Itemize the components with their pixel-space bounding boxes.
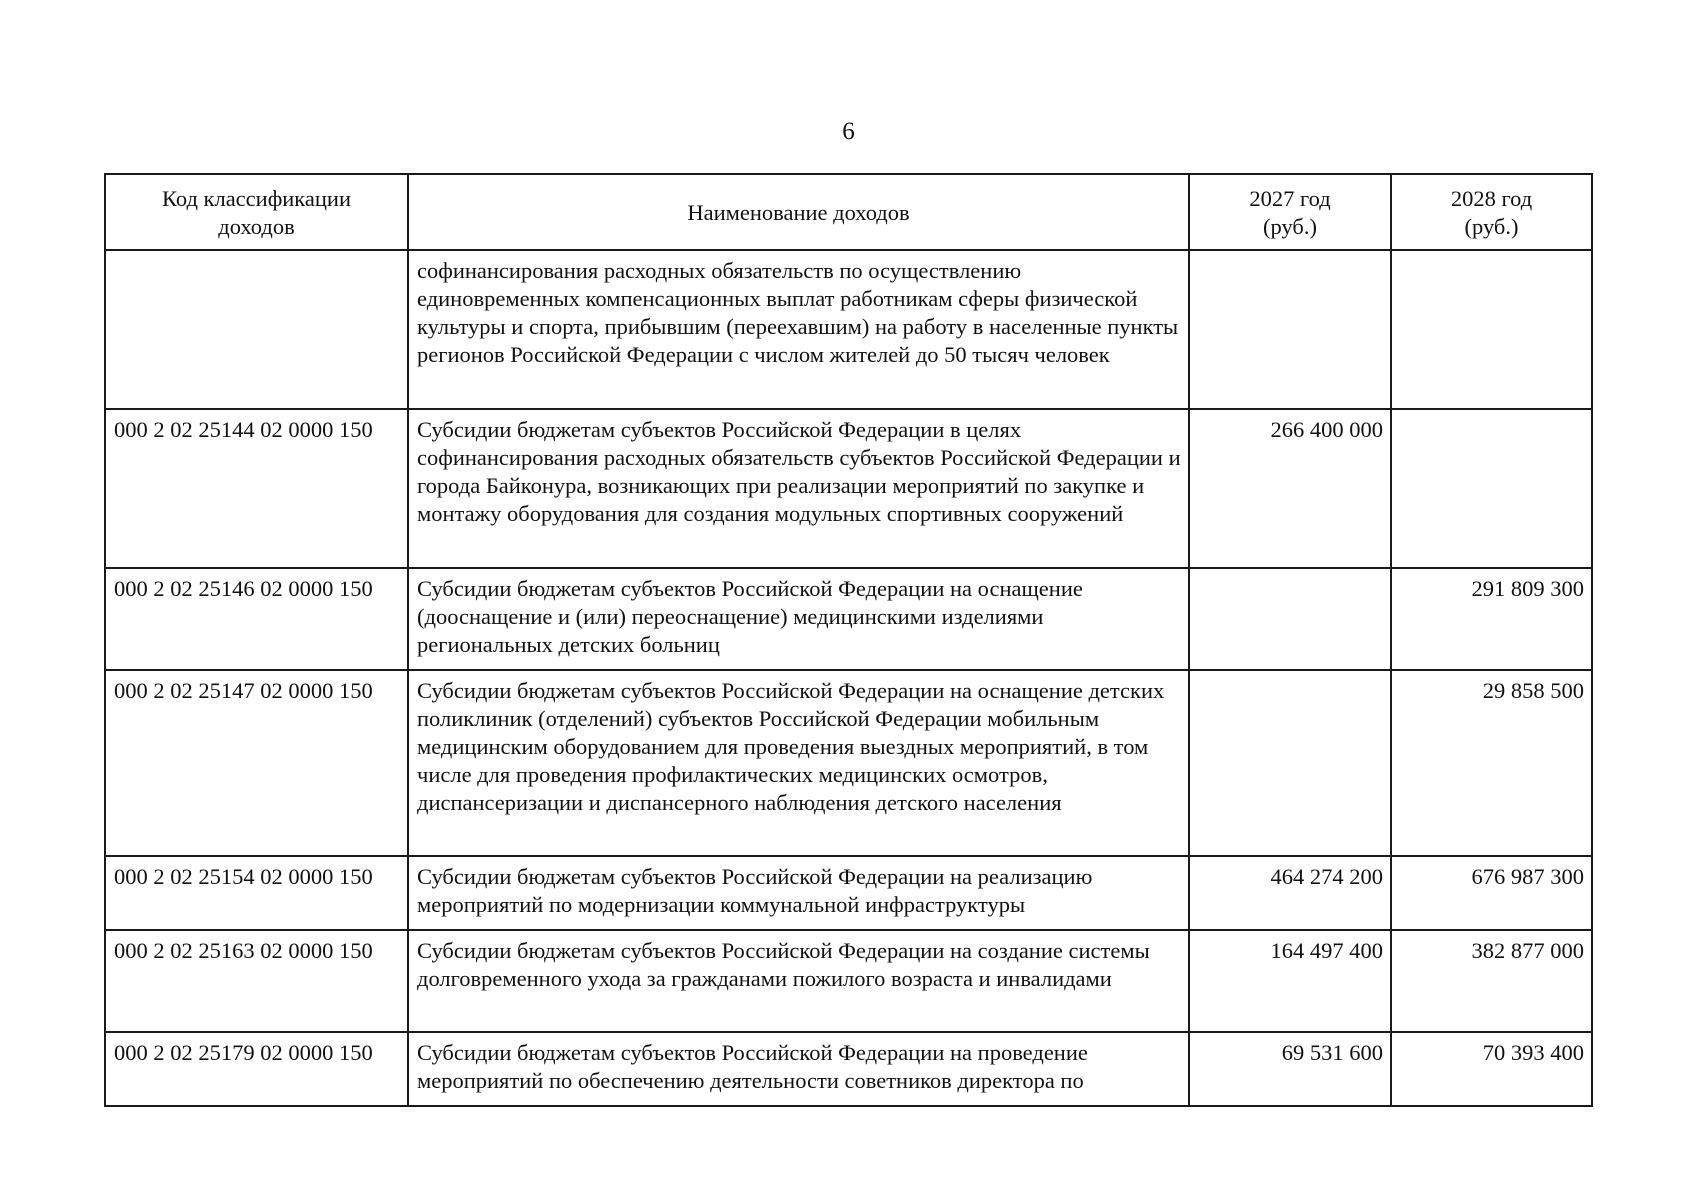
header-2027-line2: (руб.) <box>1263 214 1317 239</box>
row-name: Субсидии бюджетам субъектов Российской Федерации на оснащение (дооснащение и (или) переоснащение) медицинскими изделиями региональных детских больниц <box>408 568 1189 670</box>
table-row <box>105 409 1592 568</box>
row-amount-2027: 266 400 000 <box>1189 409 1391 568</box>
table-row <box>105 250 1592 409</box>
header-code <box>105 174 408 250</box>
row-amount-2028 <box>1391 250 1592 409</box>
row-amount-2028: 29 858 500 <box>1391 670 1592 856</box>
header-2027 <box>1189 174 1391 250</box>
row-amount-2028: 382 877 000 <box>1391 930 1592 1032</box>
row-amount-2028: 291 809 300 <box>1391 568 1592 670</box>
table-header <box>105 174 1592 250</box>
header-code-line1: Код классификации <box>161 186 352 211</box>
header-2028-line2: (руб.) <box>1464 214 1519 239</box>
revenue-table <box>104 173 1593 1107</box>
row-amount-2027 <box>1189 670 1391 856</box>
row-amount-2027 <box>1189 250 1391 409</box>
row-name: Субсидии бюджетам субъектов Российской Федерации на реализацию мероприятий по модернизации коммунальной инфраструктуры <box>408 856 1189 930</box>
header-2028 <box>1391 174 1592 250</box>
row-amount-2028: 70 393 400 <box>1391 1032 1592 1106</box>
table-row <box>105 856 1592 930</box>
row-code: 000 2 02 25146 02 0000 150 <box>105 568 408 670</box>
row-name: Субсидии бюджетам субъектов Российской Федерации на проведение мероприятий по обеспечению деятельности советников директора по <box>408 1032 1189 1106</box>
row-code <box>105 250 408 409</box>
header-row <box>105 174 1592 250</box>
header-2028-line1: 2028 год <box>1450 186 1533 211</box>
row-code: 000 2 02 25144 02 0000 150 <box>105 409 408 568</box>
row-name: Субсидии бюджетам субъектов Российской Федерации в целях софинансирования расходных обязательств субъектов Российской Федерации и города Байконура, возникающих при реализации мероприятий по закупке и монтажу оборудования для создания модульных спортивных сооружений <box>408 409 1189 568</box>
row-name: Субсидии бюджетам субъектов Российской Федерации на оснащение детских поликлиник (отделений) субъектов Российской Федерации мобильным медицинским оборудованием для проведения выездных мероприятий, в том числе для проведения профилактических медицинских осмотров, диспансеризации и диспансерного наблюдения детского населения <box>408 670 1189 856</box>
table-row <box>105 930 1592 1032</box>
table-body <box>105 250 1592 1106</box>
row-amount-2028: 676 987 300 <box>1391 856 1592 930</box>
table-row <box>105 670 1592 856</box>
row-code: 000 2 02 25147 02 0000 150 <box>105 670 408 856</box>
row-name: софинансирования расходных обязательств по осуществлению единовременных компенсационных выплат работникам сферы физической культуры и спорта, прибывшим (переехавшим) на работу в населенные пункты регионов Российской Федерации с числом жителей до 50 тысяч человек <box>408 250 1189 409</box>
row-amount-2028 <box>1391 409 1592 568</box>
header-name <box>408 174 1189 250</box>
table-row <box>105 568 1592 670</box>
header-name-text: Наименование доходов <box>687 200 910 225</box>
row-code: 000 2 02 25179 02 0000 150 <box>105 1032 408 1106</box>
table-row <box>105 1032 1592 1106</box>
row-name: Субсидии бюджетам субъектов Российской Федерации на создание системы долговременного ухода за гражданами пожилого возраста и инвалидами <box>408 930 1189 1032</box>
row-code: 000 2 02 25163 02 0000 150 <box>105 930 408 1032</box>
row-amount-2027: 464 274 200 <box>1189 856 1391 930</box>
row-amount-2027 <box>1189 568 1391 670</box>
page-number: 6 <box>842 118 855 145</box>
row-code: 000 2 02 25154 02 0000 150 <box>105 856 408 930</box>
header-2027-line1: 2027 год <box>1249 186 1331 211</box>
row-amount-2027: 164 497 400 <box>1189 930 1391 1032</box>
row-amount-2027: 69 531 600 <box>1189 1032 1391 1106</box>
header-code-line2: доходов <box>218 214 295 239</box>
